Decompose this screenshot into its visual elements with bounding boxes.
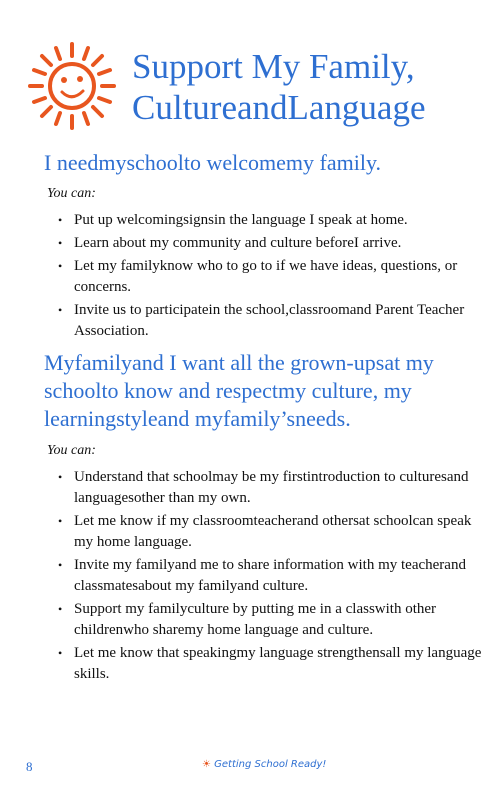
bullet-icon: •: [58, 236, 63, 250]
bullet-icon: •: [58, 259, 63, 273]
bullet-item: [58, 256, 488, 298]
bullet-icon: •: [58, 646, 63, 660]
page-title: [132, 46, 426, 128]
bullet-icon: •: [58, 558, 63, 572]
bullet-item: [58, 233, 488, 254]
bullet-item: [58, 467, 488, 509]
section-1-you-can: You can:: [47, 186, 96, 201]
section-2-you-can: You can:: [47, 443, 96, 458]
section-1-heading: I needmyschoolto welcomemy family.: [44, 150, 382, 175]
bullet-item: [58, 643, 488, 685]
section-1-list: [58, 210, 488, 344]
bullet-icon: •: [58, 303, 63, 317]
bullet-item: [58, 511, 488, 553]
bullet-icon: •: [58, 213, 63, 227]
bullet-item: [58, 555, 488, 597]
section-2-list: [58, 467, 488, 687]
bullet-text: Invite us to participatein the school,classroomand Parent Teacher Association.: [74, 302, 465, 339]
page-number: 8: [26, 759, 33, 774]
footer-sun-icon: ☀: [202, 759, 211, 770]
bullet-icon: •: [58, 602, 63, 616]
footer-logo-text: Getting School Ready!: [214, 759, 327, 770]
sun-logo-icon: [26, 40, 118, 132]
bullet-icon: •: [58, 470, 63, 484]
bullet-text: Invite my familyand me to share information with my teacherand classmatesabout my familyand culture.: [74, 557, 466, 594]
bullet-text: Understand that schoolmay be my firstintroduction to culturesand languagesother than my own.: [74, 469, 469, 506]
bullet-text: Let me know that speakingmy language strengthensall my language skills.: [74, 645, 482, 682]
bullet-item: [58, 599, 488, 641]
bullet-text: Support my familyculture by putting me in a classwith other childrenwho sharemy home language and culture.: [74, 601, 437, 638]
section-2-heading: Myfamilyand I want all the grown-upsat my schoolto know and respectmy culture, my learningstyleand myfamily’sneeds.: [44, 350, 434, 431]
bullet-text: Let me know if my classroomteacherand othersat schoolcan speak my home language.: [74, 513, 472, 550]
title-line-1: Support My Family,: [132, 47, 415, 86]
bullet-item: [58, 210, 488, 231]
bullet-text: Put up welcomingsignsin the language I speak at home.: [74, 212, 408, 228]
bullet-item: [58, 300, 488, 342]
bullet-text: Let my familyknow who to go to if we have ideas, questions, or concerns.: [74, 258, 458, 295]
bullet-text: Learn about my community and culture beforeI arrive.: [74, 235, 402, 251]
footer-logo: [202, 759, 326, 770]
bullet-icon: •: [58, 514, 63, 528]
title-line-2: CultureandLanguage: [132, 88, 426, 127]
